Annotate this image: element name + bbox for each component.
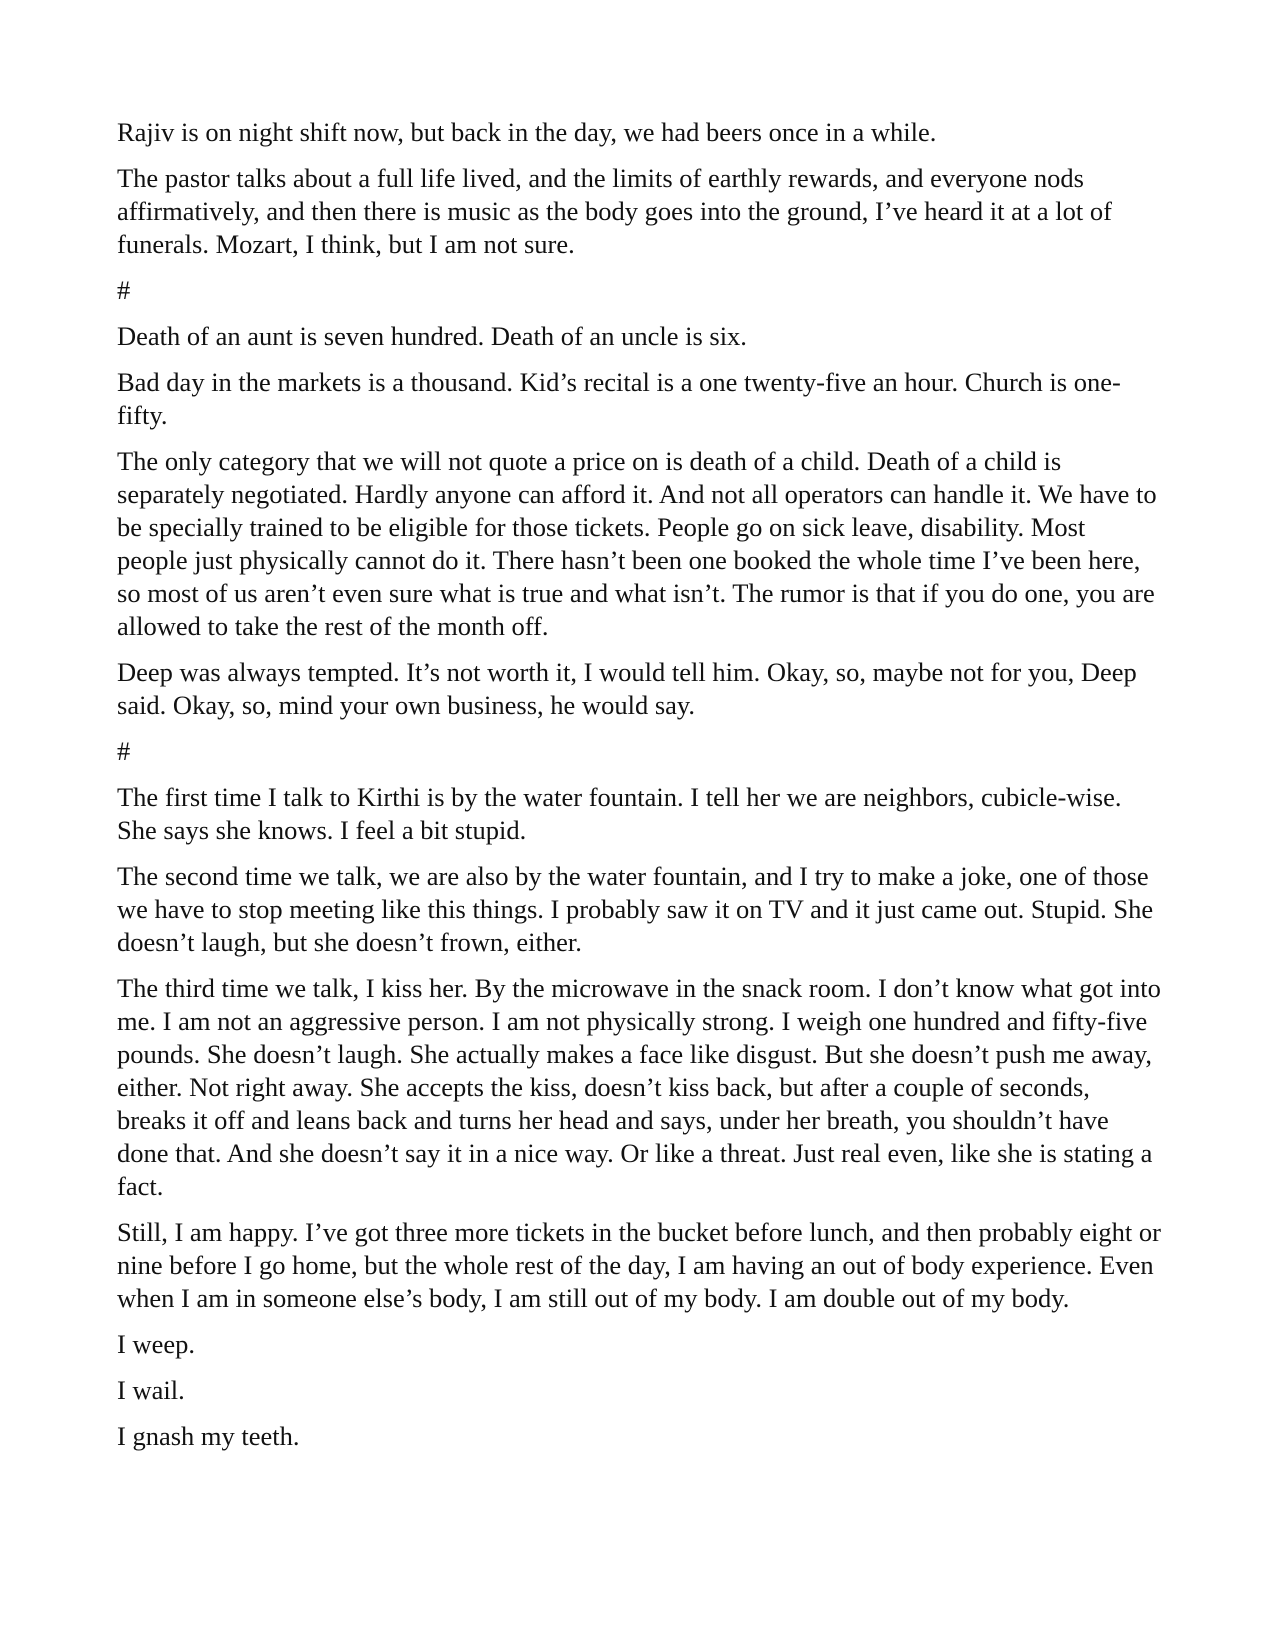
paragraph: I gnash my teeth.	[117, 1421, 300, 1451]
section-break: #	[117, 736, 131, 766]
document-body	[117, 116, 1162, 1466]
paragraph: Bad day in the markets is a thousand. Kid’s recital is a one twenty-five an hour. Church is one-fifty.	[117, 367, 1121, 430]
paragraph: Still, I am happy. I’ve got three more tickets in the bucket before lunch, and then probably eight or nine before I go home, but the whole rest of the day, I am having an out of body experience. Even when I am in someone else’s body, I am still out of my body. I am double out of my body.	[117, 1217, 1161, 1313]
paragraph: The first time I talk to Kirthi is by the water fountain. I tell her we are neighbors, cubicle-wise. She says she knows. I feel a bit stupid.	[117, 782, 1122, 845]
paragraph: The only category that we will not quote a price on is death of a child. Death of a child is separately negotiated. Hardly anyone can afford it. And not all operators can handle it. We have to be specially trained to be eligible for those tickets. People go on sick leave, disability. Most people just physically cannot do it. There hasn’t been one booked the whole time I’ve been here, so most of us aren’t even sure what is true and what isn’t. The rumor is that if you do one, you are allowed to take the rest of the month off.	[117, 446, 1157, 641]
paragraph: I weep.	[117, 1329, 195, 1359]
paragraph: Deep was always tempted. It’s not worth it, I would tell him. Okay, so, maybe not for you, Deep said. Okay, so, mind your own business, he would say.	[117, 657, 1137, 720]
paragraph: The pastor talks about a full life lived, and the limits of earthly rewards, and everyone nods affirmatively, and then there is music as the body goes into the ground, I’ve heard it at a lot of funerals. Mozart, I think, but I am not sure.	[117, 163, 1112, 259]
paragraph: Rajiv is on night shift now, but back in the day, we had beers once in a while.	[117, 117, 937, 147]
paragraph: The second time we talk, we are also by the water fountain, and I try to make a joke, one of those we have to stop meeting like this things. I probably saw it on TV and it just came out. Stupid. She doesn’t laugh, but she doesn’t frown, either.	[117, 861, 1154, 957]
section-break: #	[117, 275, 131, 305]
paragraph: Death of an aunt is seven hundred. Death of an uncle is six.	[117, 321, 747, 351]
paragraph: The third time we talk, I kiss her. By the microwave in the snack room. I don’t know what got into me. I am not an aggressive person. I am not physically strong. I weigh one hundred and fifty-five pounds. She doesn’t laugh. She actually makes a face like disgust. But she doesn’t push me away, either. Not right away. She accepts the kiss, doesn’t kiss back, but after a couple of seconds, breaks it off and leans back and turns her head and says, under her breath, you shouldn’t have done that. And she doesn’t say it in a nice way. Or like a threat. Just real even, like she is stating a fact.	[117, 973, 1161, 1201]
paragraph: I wail.	[117, 1375, 185, 1405]
